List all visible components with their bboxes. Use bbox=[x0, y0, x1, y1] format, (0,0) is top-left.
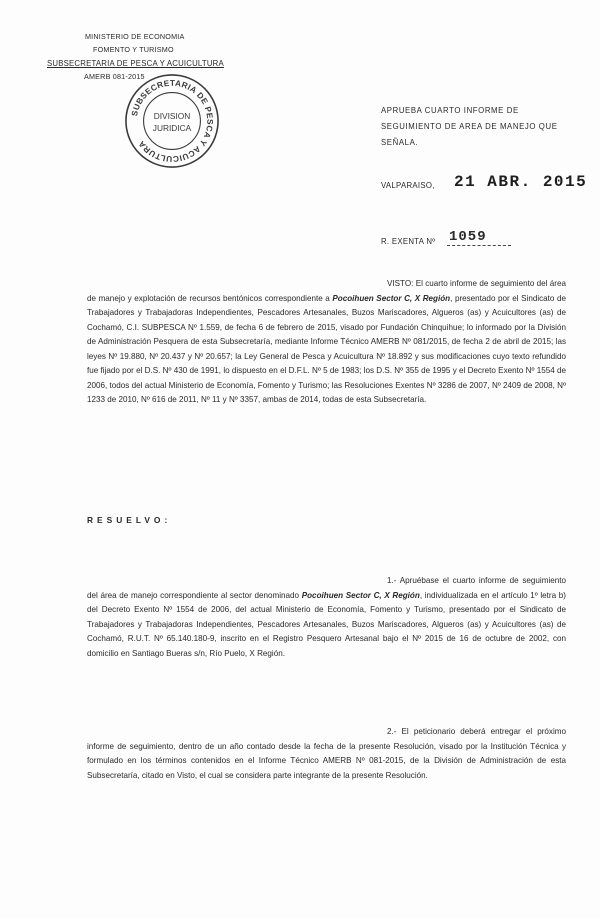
ministry-name: MINISTERIO DE ECONOMIA bbox=[85, 32, 185, 41]
resolution-subject: APRUEBA CUARTO INFORME DE SEGUIMIENTO DE AREA DE MANEJO QUE SEÑALA. bbox=[381, 106, 558, 147]
document-reference: AMERB 081-2015 bbox=[84, 72, 145, 81]
resuelvo-heading: RESUELVO: bbox=[87, 515, 172, 525]
resolution-point-1 bbox=[87, 574, 566, 661]
resolution-number-line bbox=[447, 245, 511, 246]
stamp-center-line1: DIVISION bbox=[153, 111, 191, 122]
point1-sector: Pocoihuen Sector C, X Región bbox=[301, 590, 420, 600]
resolution-point-2: 2.- El peticionario deberá entregar el próximo informe de seguimiento, dentro de un año contado desde la fecha de la presente Resolución, visado por la Institución Técnica y formulado en los términos contenidos en el Informe Técnico AMERB Nº 081-2015, de la División de Administración de esta Subsecretaría, citado en Visto, el cual se considera parte integrante de la presente Resolución. bbox=[87, 727, 566, 780]
point1-text-1: 1.- Apruébase el cuarto informe de seguimiento del área de manejo correspondiente al sector denominado bbox=[87, 576, 566, 600]
resolution-place: VALPARAISO, bbox=[381, 181, 435, 190]
resolution-number: 1059 bbox=[449, 229, 487, 245]
ministry-subtitle: FOMENTO Y TURISMO bbox=[93, 45, 174, 54]
stamp-center-line2: JURIDICA bbox=[152, 122, 192, 133]
visto-sector: Pocoihuen Sector C, X Región bbox=[332, 293, 451, 303]
stamp-ring-text: SUBSECRETARIA DE PESCA Y ACUICULTURA bbox=[130, 78, 215, 164]
visto-text-2: , presentado por el Sindicato de Trabajadores y Trabajadoras Independientes, Pescadores Artesanales, Buzos Mariscadores, Algueros (as) y Acuicultores (as) de Cochamó, C.I. SUBPESCA Nº 1.559, de fecha 6 de febrero de 2015, visado por Fundación Chinquihue; lo informado por la División de Administración Pesquera de esta Subsecretaría, mediante Informe Técnico AMERB Nº 081/2015, de fecha 2 de abril de 2015; las leyes Nº 19.880, Nº 20.437 y Nº 20.657; la Ley General de Pesca y Acuicultura Nº 18.892 y sus modificaciones cuyo texto refundido fue fijado por el D.S. Nº 430 de 1991, lo dispuesto en el D.F.L. Nº 5 de 1983; los D.S. Nº 355 de 1995 y el Decreto Exento Nº 1554 de 2006, todos del actual Ministerio de Economía, Fomento y Turismo; las Resoluciones Exentes Nº 3286 de 2007, Nº 2409 de 2008, Nº 1233 de 2010, Nº 616 de 2011, Nº 11 y Nº 3357, ambas de 2014, todas de esta Subsecretaría. bbox=[87, 293, 566, 404]
point1-text-2: , individualizada en el artículo 1º letra b) del Decreto Exento Nº 1554 de 2006, del actual Ministerio de Economía, Fomento y Turismo, presentado por el Sindicato de Trabajadores y Trabajadoras Independientes, Pescadores Artesanales, Buzos Mariscadores, Algueros (as) y Acuicultores (as) de Cochamó, R.U.T. Nº 65.140.180-9, inscrito en el Registro Pesquero Artesanal bajo el Nº 2015 de 16 de octubre de 2002, con domicilio en Santiago Bueras s/n, Río Puelo, X Región. bbox=[87, 590, 566, 658]
subsecretaria-name: SUBSECRETARIA DE PESCA Y ACUICULTURA bbox=[47, 59, 224, 68]
visto-text-1: VISTO: El cuarto informe de seguimiento del área de manejo y explotación de recursos bentónicos correspondiente a bbox=[87, 279, 566, 303]
division-juridica-stamp bbox=[123, 72, 221, 170]
visto-paragraph bbox=[87, 277, 566, 408]
resolution-number-label: R. EXENTA Nº bbox=[381, 237, 436, 246]
resolution-date-stamp: 21 ABR. 2015 bbox=[454, 173, 588, 191]
